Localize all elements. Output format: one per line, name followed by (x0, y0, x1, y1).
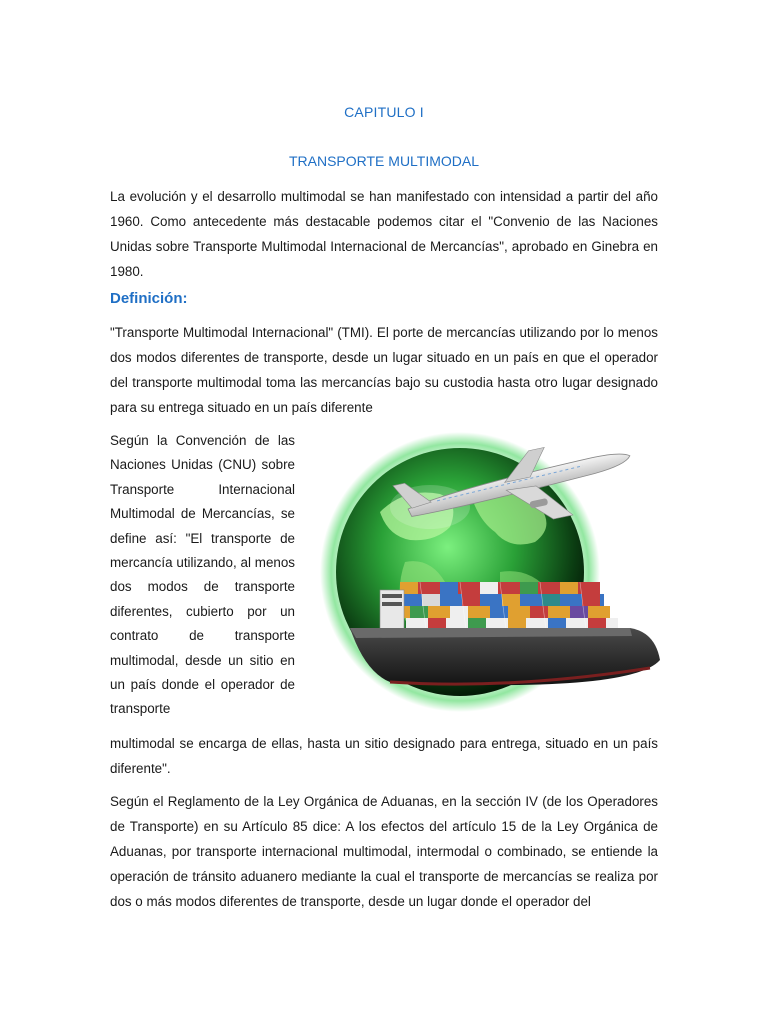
chapter-heading: CAPITULO I (344, 104, 424, 120)
cnu-tail-paragraph: multimodal se encarga de ellas, hasta un sitio designado para entrega, situado en un país diferente". (110, 736, 658, 776)
cnu-column-text: Según la Convención de las Naciones Unidas (CNU) sobre Transporte Internacional Multimodal de Mercancías, se define así: "El transporte de mercancía utilizando, al menos dos modos de transporte diferentes, cubierto por un contrato de transporte multimodal, desde un sitio en un país donde el operador de transporte (110, 433, 295, 717)
chapter-title: TRANSPORTE MULTIMODAL (288, 153, 480, 169)
intro-paragraph: La evolución y el desarrollo multimodal se han manifestado con intensidad a partir del año 1960. Como antecedente más destacable podemos citar el "Convenio de las Naciones Unidas sobre Transporte Multimodal Internacional de Mercancías", aprobado en Ginebra en 1980. (110, 189, 658, 279)
reglamento-paragraph: Según el Reglamento de la Ley Orgánica de Aduanas, en la sección IV (de los Operadores de Transporte) en su Artículo 85 dice: A los efectos del artículo 15 de la Ley Orgánica de Aduanas, por transporte internacional multimodal, intermodal o combinado, se entiende la operación de tránsito aduanero mediante la cual el transporte de mercancías se realiza por dos o más modos diferentes de transporte, desde un lugar donde el operador del (110, 794, 658, 909)
container-ship-icon (350, 582, 660, 685)
definition-paragraph: "Transporte Multimodal Internacional" (TMI). El porte de mercancías utilizando por lo menos dos modos diferentes de transporte, desde un lugar situado en un país en que el operador del transporte multimodal toma las mercancías bajo su custodia hasta otro lugar designado para su entrega situado en un país diferente (110, 325, 658, 415)
transport-illustration (310, 432, 662, 712)
definition-heading: Definición: (110, 290, 188, 307)
